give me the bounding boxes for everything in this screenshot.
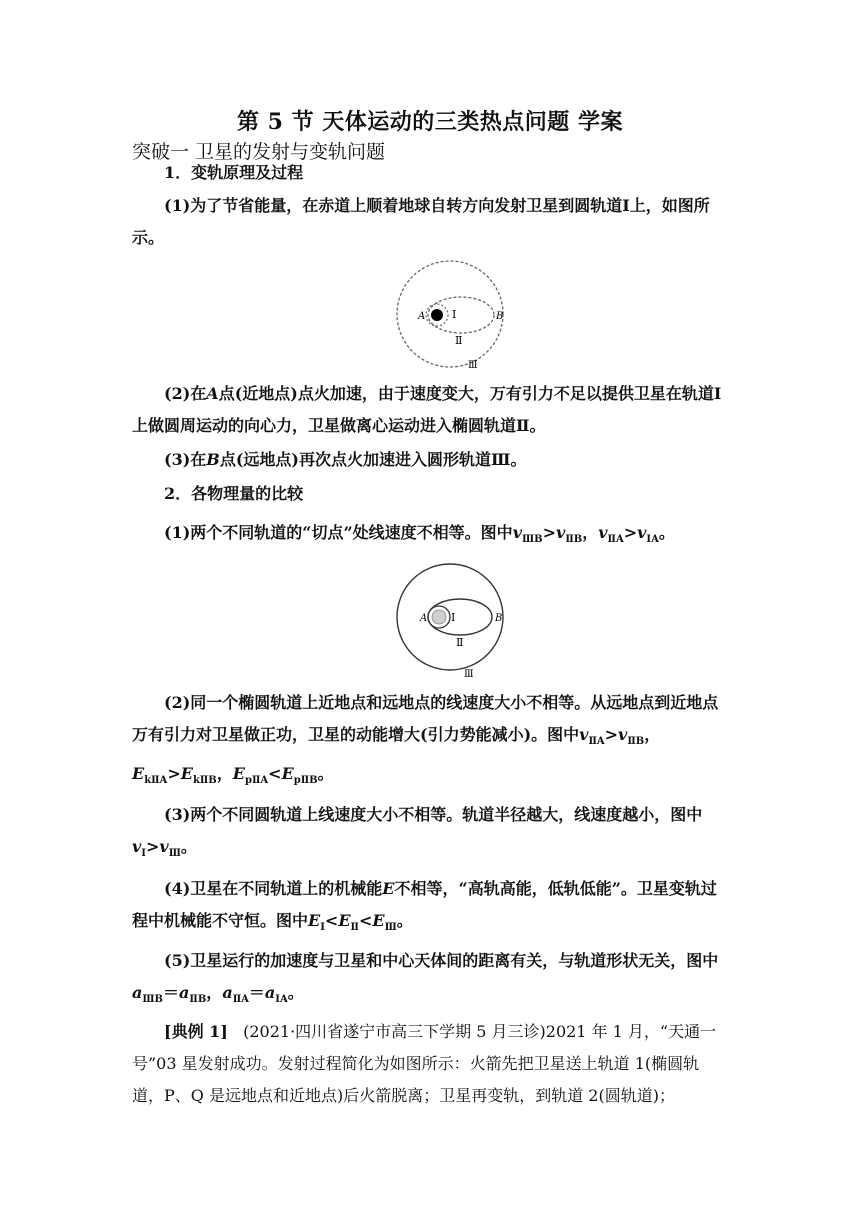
subheading-orbit-change: 1．变轨原理及过程: [164, 163, 304, 182]
fig2-label-I: Ⅰ: [451, 611, 456, 624]
paragraph-4: (1)两个不同轨道的“切点”处线速度不相等。图中$v_{ⅢB}>v_{ⅡB}$，$v_{ⅡA}>v_{ⅠA}$。: [164, 523, 675, 546]
earth-dot: [431, 309, 443, 321]
orbit-figure-1: [380, 258, 520, 370]
fig1-label-B: B: [496, 311, 504, 322]
fig1-label-I: Ⅰ: [452, 308, 457, 321]
paragraph-3: (3)在B点(远地点)再次点火加速进入圆形轨道Ⅲ。: [164, 450, 527, 469]
orbit-III-circle: [397, 261, 503, 367]
fig2-label-A: A: [420, 613, 428, 624]
paragraph-7: (4)卫星在不同轨道上的机械能E不相等，“高轨高能，低轨低能”。卫星变轨过程中机械能不守恒。图中$E_Ⅰ<E_Ⅱ<E_Ⅲ$。: [132, 879, 717, 934]
fig1-label-III: Ⅲ: [468, 360, 478, 370]
paragraph-6: (3)两个不同圆轨道上线速度大小不相等。轨道半径越大，线速度越小，图中$v_Ⅰ>v_Ⅲ$。: [132, 805, 703, 860]
example-tag: [典例 1]: [164, 1022, 228, 1041]
section-heading: 突破一 卫星的发射与变轨问题: [132, 141, 386, 163]
fig1-label-II: Ⅱ: [455, 334, 463, 347]
paragraph-2: (2)在A点(近地点)点火加速，由于速度变大，万有引力不足以提供卫星在轨道Ⅰ上做圆周运动的向心力，卫星做离心运动进入椭圆轨道Ⅱ。: [132, 384, 722, 435]
fig2-label-II: Ⅱ: [456, 636, 464, 649]
subheading-comparison: 2．各物理量的比较: [164, 484, 304, 503]
fig2-label-III: Ⅲ: [464, 669, 474, 680]
paragraph-1: (1)为了节省能量，在赤道上顺着地球自转方向发射卫星到圆轨道Ⅰ上，如图所示。: [132, 196, 710, 247]
orbit-figure-2: [380, 560, 520, 682]
fig2-label-B: B: [495, 613, 503, 624]
earth-disc: [432, 610, 446, 624]
page-title: 第 5 节 天体运动的三类热点问题 学案: [237, 109, 623, 135]
fig1-label-A: A: [418, 311, 426, 322]
paragraph-8: (5)卫星运行的加速度与卫星和中心天体间的距离有关，与轨道形状无关，图中$a_{ⅢB}=a_{ⅡB}$，$a_{ⅡA}=a_{ⅠA}$。: [132, 951, 719, 1006]
paragraph-5: (2)同一个椭圆轨道上近地点和远地点的线速度大小不相等。从远地点到近地点万有引力对卫星做正功，卫星的动能增大(引力势能减小)。图中$v_{ⅡA}>v_{ⅡB}$， $E_{kⅡA}>E_{kⅡB}$，$E_{pⅡA}<E_{pⅡB}$。: [132, 693, 719, 787]
example-paragraph: [典例 1] (2021·四川省遂宁市高三下学期 5 月三诊)2021 年 1 月，“天通一号”03 星发射成功。发射过程简化为如图所示：火箭先把卫星送上轨道 1(椭圆轨道，P、Q 是远地点和近地点)后火箭脱离；卫星再变轨，到轨道 2(圆轨道)；: [132, 1022, 717, 1105]
